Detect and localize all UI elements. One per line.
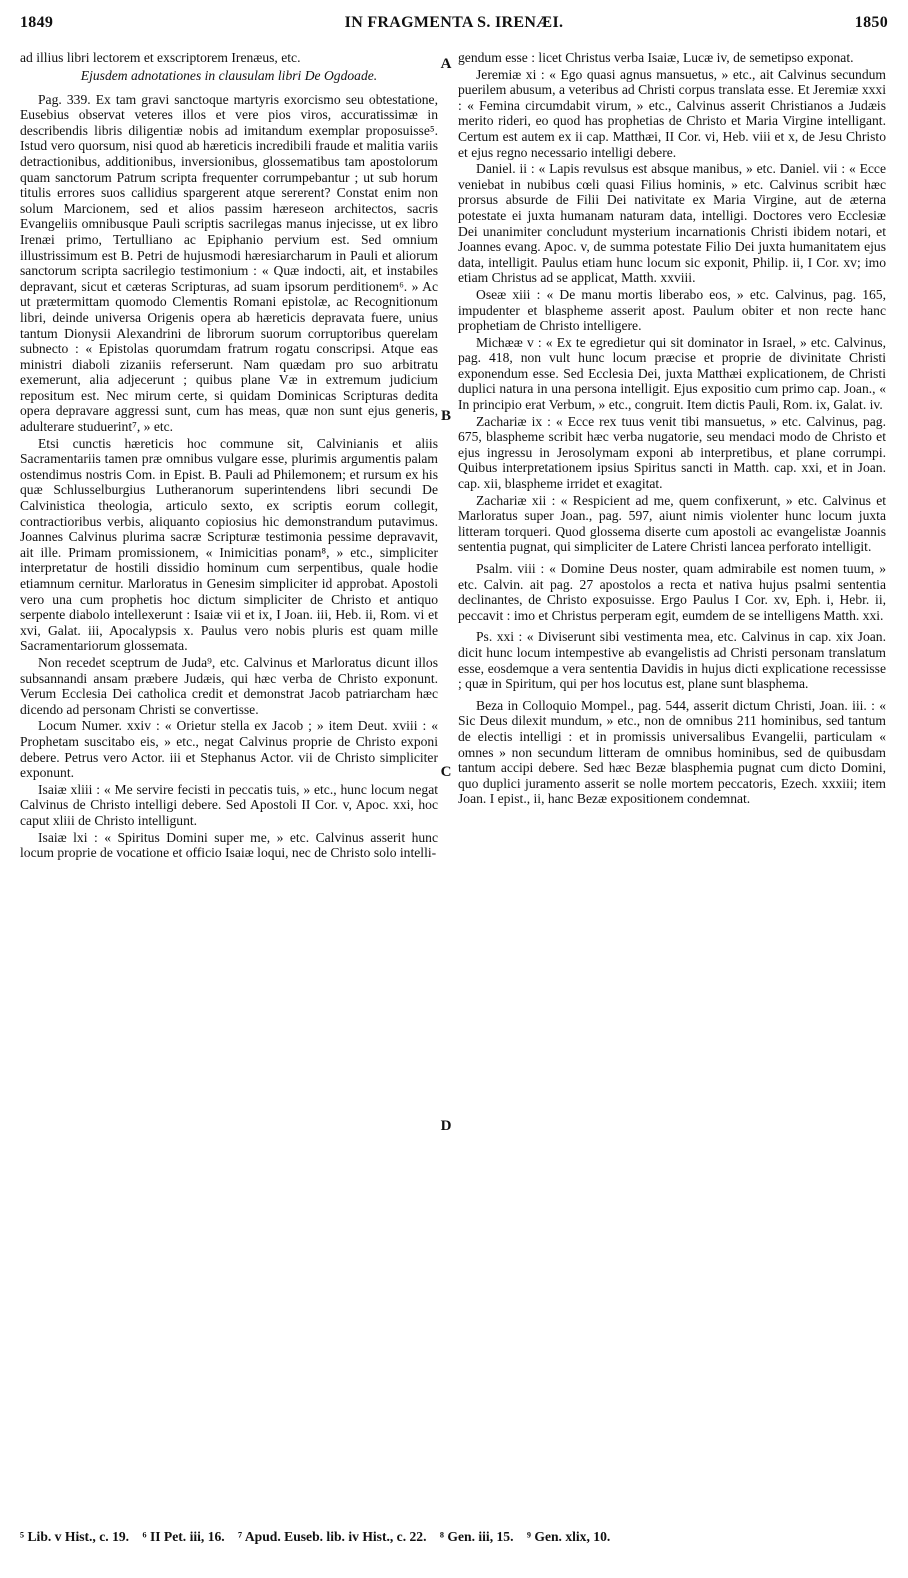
footnotes	[20, 1529, 886, 1545]
paragraph: Beza in Colloquio Mompel., pag. 544, asserit dictum Christi, Joan. iii. : « Sic Deus dilexit mundum, » etc., non de omnibus 211 hominibus, sed tantum de electis intelligi : et in promissis universalibus Evangelii, particulam « omnes » non secundum litteram de omnibus hominibus, sed de quibusdam tantum accipi debere. Sed hæc Bezæ blasphemia pugnat cum dicto Domini, quo duplici juramento asserit se nolle mortem peccatoris, Ezech. xxxiii; item Joan. I epist., ii, hanc Bezæ expositionem condemnat.	[458, 697, 886, 807]
running-head: IN FRAGMENTA S. IRENÆI.	[344, 14, 564, 31]
paragraph: gendum esse : licet Christus verba Isaiæ, Lucæ iv, de semetipso exponat.	[458, 50, 854, 65]
margin-letter-c: C	[440, 764, 452, 780]
margin-letter-d: D	[440, 1118, 452, 1134]
footnote: ⁶ II Pet. iii, 16.	[142, 1529, 225, 1544]
paragraph: Psalm. viii : « Domine Deus noster, quam admirabile est nomen tuum, » etc. Calvin. ait pag. 27 apostolos a recta et nativa hujus psalmi sententia declinantes, de Christo exposuisse. Ergo Paulus I Cor. xv, Eph. i, Hebr. ii, peccavit : imo et Christus perperam egit, eumdem de se intelligens Matth. xxi.	[458, 561, 886, 623]
paragraph: Pag. 339. Ex tam gravi sanctoque martyris exorcismo seu obtestatione, Eusebius observat veteres illos et vere pios viros, accuratissimæ in describendis libris diligentiæ nobis ad imitandum exemplar proposuisse⁵. Istud vero quorsum, nisi quod ab hæreticis incredibili fraude et malitia variis detractionibus, additionibus, inversionibus, glossematibus tam apostolorum quam sanctorum Patrum scripta frequenter corrumpebantur ; ut sub horum titulis errores suos callidius spargerent atque sererent? Constat enim non solum Marcionem, sed et alios passim hæreseon architectos, sacris Evangeliis omnibusque Pauli scriptis sacrilegas manus injecisse, ut ex libro Irenæi primo, Tertulliano ac Epiphanio pervium est. Sed omnium illustrissimum est B. Petri de hujusmodi hæresiarcharum in Pauli et aliorum sanctorum scripta sacrilegio testimonium : « Quæ indocti, ait, et instabiles depravant, sicut et cæteras Scripturas, ad suam ipsorum perditionem⁶. » Ac ut prætermittam quomodo Clementis Romani epistolæ, ac Recognitionum libri, deinde universa Origenis opera ab hæreticis depravata fuere, unius tantum Dionysii Alexandrini de librorum suorum corruptoribus querelam subnecto : « Epistolas quorumdam fratrum rogatu conscripsi. Atque eas ministri diaboli zizaniis referserunt. Nam quædam pro suo arbitratu exemerunt, alia adjecerunt ; quibus plane Væ in extremum judicium repositum est. Nec mirum certe, si quidam Dominicas Scripturas dedita opera depravare aggressi sunt, cum has meas, quæ non sunt ejus generis, adulterare studuerint⁷, » etc.	[20, 91, 438, 435]
paragraph: Michææ v : « Ex te egredietur qui sit dominator in Israel, » etc. Calvinus, pag. 418, non vult hunc locum præcise et proprie de divinitate Christi exponendum esse. Sed Ecclesia Dei, juxta Matthæi explicationem, de Christi duplici natura in una persona intelligit. Ejus expositio cum primo cap. Joan., « In principio erat Verbum, » etc., congruit. Item dictis Pauli, Rom. ix, Galat. iv.	[458, 334, 886, 413]
margin-letter-b: B	[440, 408, 451, 424]
paragraph: Zachariæ ix : « Ecce rex tuus venit tibi mansuetus, » etc. Calvinus, pag. 675, blaspheme scribit hæc verba nugatorie, seu mendaci modo de Christo et ejus ingressu in Jerosolymam exponi ab interpretibus, et plane corrumpi. Quibus interpretationem ipsius Spiritus sancti in Matth. cap. xxi, et in Joan. cap. xii, blaspheme irridet et exagitat.	[458, 413, 886, 492]
paragraph: Jeremiæ xi : « Ego quasi agnus mansuetus, » etc., ait Calvinus secundum puerilem abusum, a veteribus ad Christi corpus translata esse. Et Jeremiæ xxxi : « Femina circumdabit virum, » etc., Calvinus asserit Christianos a Judæis merito rideri, eo quod has prophetias de Christo et Maria Virgine intelligant. Certum est autem ex ii cap. Matthæi, II Cor. vi, Heb. viii et x, de Jesu Christo et ejus regno necessario intelligi debere.	[458, 66, 886, 160]
section-heading: Ejusdem adnotationes in clausulam libri De Ogdoade.	[80, 67, 378, 83]
paragraph: ad illius libri lectorem et exscriptorem Irenæus, etc.	[20, 50, 301, 65]
paragraph: Isaiæ xliii : « Me servire fecisti in peccatis tuis, » etc., hunc locum negat Calvinus de Christo intelligi debere. Sed Apostoli II Cor. v, Apoc. xxi, hoc caput xliii de Christo intelligunt.	[20, 781, 438, 828]
footnote: ⁷ Apud. Euseb. lib. iv Hist., c. 22.	[238, 1529, 427, 1544]
paragraph: Daniel. ii : « Lapis revulsus est absque manibus, » etc. Daniel. vii : « Ecce veniebat in nubibus cœli quasi Filius hominis, » etc. Calvinus scribit hæc prorsus absurde de Filii Dei nativitate ex Maria Virgine, aut de æterna potestate ei juxta humanam naturam data, intelligi. Doctores vero Ecclesiæ Dei unanimiter concludunt mysterium incarnationis Christi ibidem notari, et Joannes evang. Apoc. v, de summa potestate Filio Dei juxta humanitatem ejus data, intelligit. Paulus etiam hunc locum sic exponit, Philip. ii, I Cor. xv; imo etiam Christus ad se applicat, Matth. xxviii.	[458, 161, 886, 286]
paragraph: Locum Numer. xxiv : « Orietur stella ex Jacob ; » item Deut. xviii : « Prophetam suscitabo eis, » etc., negat Calvinus proprie de Christo exponi debere. Petrus vero Actor. iii et Stephanus Actor. vii de Christo simpliciter exponunt.	[20, 718, 438, 781]
paragraph: Non recedet sceptrum de Juda⁹, etc. Calvinus et Marloratus dicunt illos subsannandi ansam præbere Judæis, qui hæc verba de Christo exponunt. Verum Ecclesia Dei catholica credit et demonstrat Jacob patriarcham hæc dicendo ad personam Christi se convertisse.	[20, 654, 438, 717]
paragraph: Oseæ xiii : « De manu mortis liberabo eos, » etc. Calvinus, pag. 165, impudenter et blaspheme asserit apost. Paulum obiter et non recte hanc prophetiam de Christo intelligere.	[458, 286, 886, 334]
margin-letter-a: A	[440, 56, 452, 72]
left-column	[20, 50, 438, 862]
footnote: ⁹ Gen. xlix, 10.	[526, 1529, 611, 1544]
paragraph: Etsi cunctis hæreticis hoc commune sit, Calvinianis et aliis Sacramentariis tamen præ omnibus vulgare esse, plurimis argumentis palam ostendimus nostris Com. in Epist. B. Pauli ad Philemonem; et rursum ex his quæ Schlusselburgius Lutheranorum superintendens libri secundi De Calvinistica theologia, articulo sexto, ex scriptis eorum collegit, contractioribus verbis, aliquanto copiosius hic demonstrandum putavimus. Joannes Calvinus plurima sacræ Scripturæ testimonia pessime depravavit, ait ille. Primam promissionem, « Inimicitias ponam⁸, » etc., simpliciter interpretatur de hostili dissidio hominum cum serpentibus, quale hodie etiamnum cernitur. Marloratus in Genesim simpliciter id approbat. Apostoli vero una cum prophetis hoc dictum simpliciter de Christo et antiquo serpente diabolo intellexerunt : Isaiæ vii et ix, I Joan. iii, Heb. ii, Rom. vi et xvi, Galat. iii, Apocalypsis x. Paulus vero nobis pluris est quam mille Sacramentariorum glossemata.	[20, 435, 438, 654]
paragraph: Isaiæ lxi : « Spiritus Domini super me, » etc. Calvinus asserit hunc locum proprie de vocatione et officio Isaiæ loqui, nec de Christo solo intelli-	[20, 829, 438, 861]
footnote: ⁵ Lib. v Hist., c. 19.	[20, 1529, 130, 1544]
column-number-right: 1850	[854, 14, 888, 31]
footnote: ⁸ Gen. iii, 15.	[439, 1529, 514, 1544]
paragraph: Ps. xxi : « Diviserunt sibi vestimenta mea, etc. Calvinus in cap. xix Joan. dicit hunc locum intempestive ab evangelistis ad Christi personam translatum esse, eosdemque a vera sententia Davidis in hujus dicti explicatione recessisse ; quæ in Spiritum, qui per hos locutus est, plane sunt blasphema.	[458, 629, 886, 692]
right-column	[458, 50, 886, 808]
page-header	[18, 12, 890, 46]
paragraph: Zachariæ xii : « Respicient ad me, quem confixerunt, » etc. Calvinus et Marloratus super Joan., pag. 597, aiunt nimis violenter hunc locum juxta litteram torqueri. Quod glossema diserte cum apostoli ac evangelistæ Joannis sententia pugnat, qui simpliciter de Latere Christi lancea perforato intelligit.	[458, 492, 886, 555]
column-number-left: 1849	[20, 14, 54, 31]
book-page	[18, 12, 890, 1566]
